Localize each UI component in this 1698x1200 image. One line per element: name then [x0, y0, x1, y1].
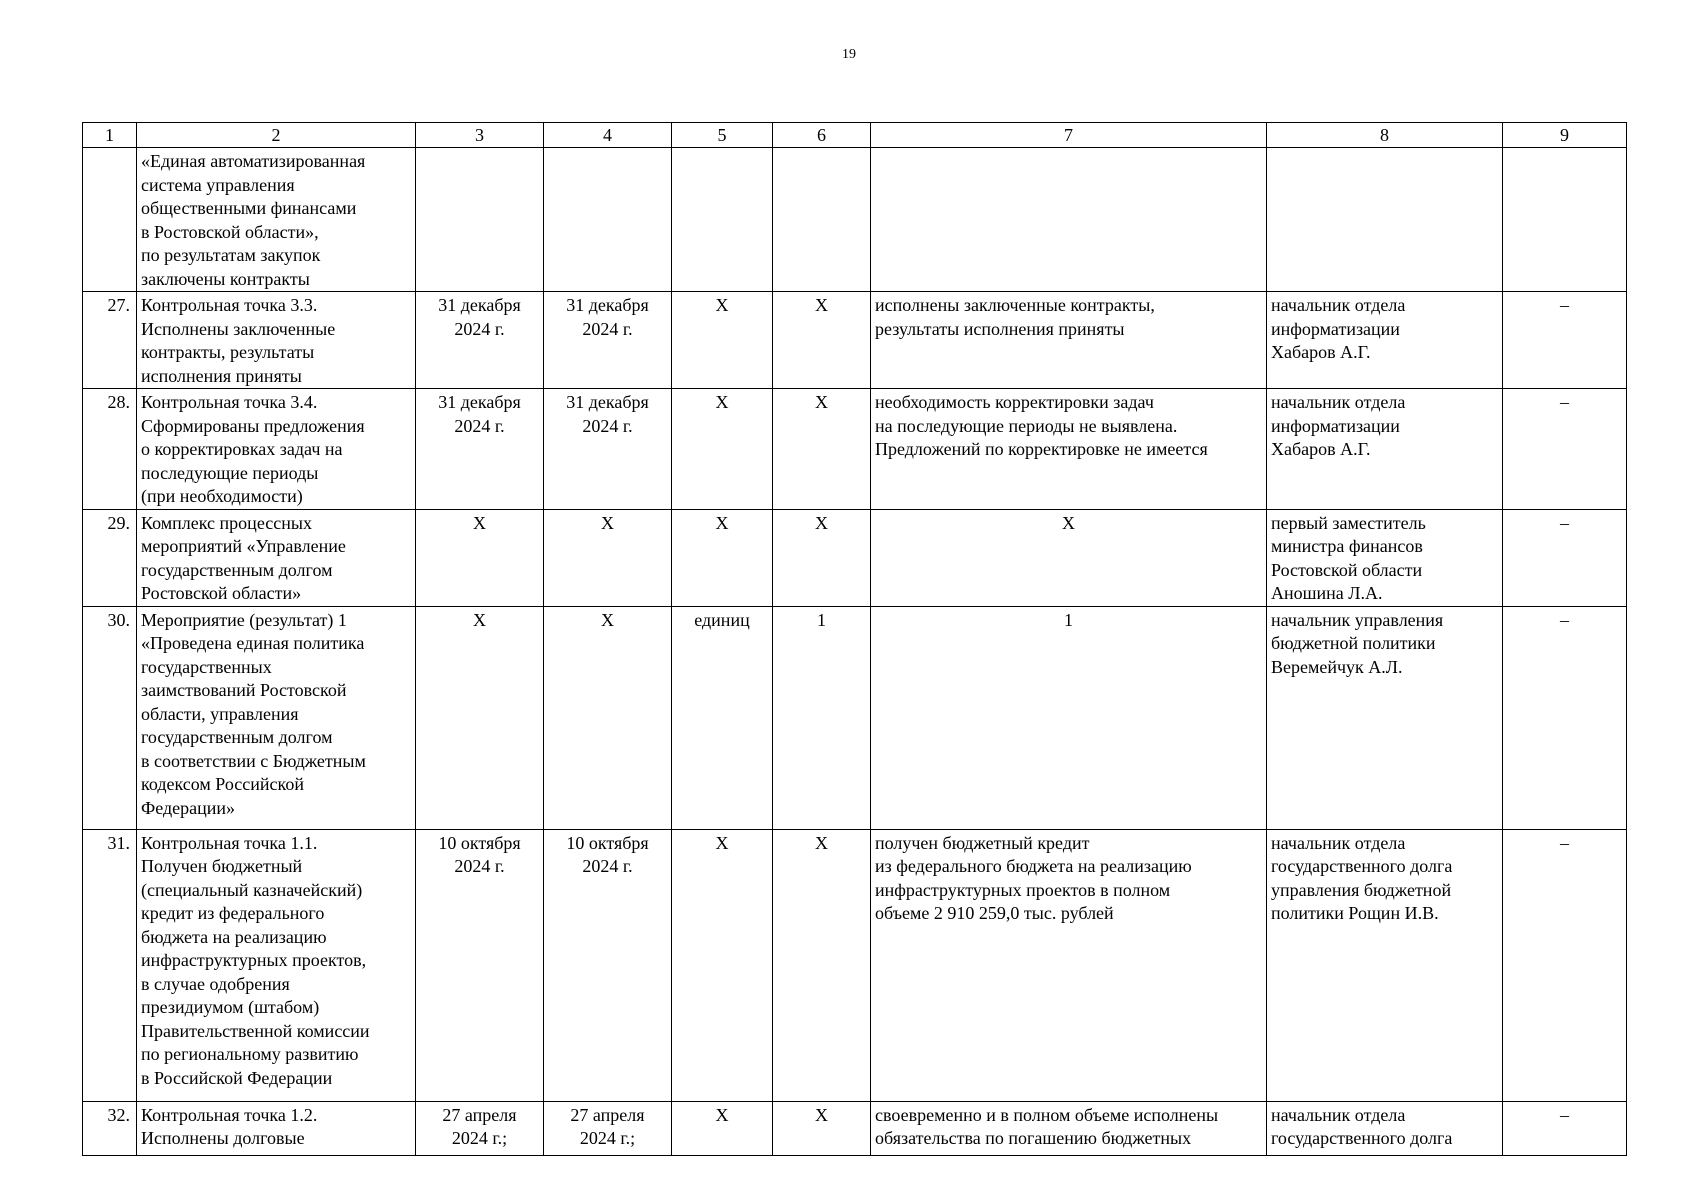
- table-row: [83, 148, 1627, 292]
- activity-name: Контрольная точка 3.3. Исполнены заключенные контракты, результаты исполнения приняты: [137, 292, 416, 389]
- execution-info: получен бюджетный кредит из федерального бюджета на реализацию инфраструктурных проектов в полном объеме 2 910 259,0 тыс. рублей: [871, 829, 1267, 1101]
- execution-info: своевременно и в полном объеме исполнены обязательства по погашению бюджетных: [871, 1101, 1267, 1155]
- unit: X: [672, 829, 773, 1101]
- column-number: 9: [1503, 123, 1627, 148]
- execution-info: [871, 148, 1267, 292]
- row-number: 27.: [83, 292, 137, 389]
- column-number: 6: [773, 123, 871, 148]
- value: [773, 148, 871, 292]
- actual-date: X: [544, 606, 672, 829]
- note: –: [1503, 606, 1627, 829]
- planned-date: 27 апреля 2024 г.;: [416, 1101, 544, 1155]
- table-row: [83, 1101, 1627, 1155]
- column-number: 5: [672, 123, 773, 148]
- column-number: 4: [544, 123, 672, 148]
- unit: X: [672, 389, 773, 510]
- table-row: [83, 509, 1627, 606]
- planned-date: X: [416, 606, 544, 829]
- row-number: 31.: [83, 829, 137, 1101]
- planned-date: 31 декабря 2024 г.: [416, 389, 544, 510]
- table-row: [83, 389, 1627, 510]
- note: –: [1503, 389, 1627, 510]
- column-number: 1: [83, 123, 137, 148]
- unit: X: [672, 292, 773, 389]
- row-number: 29.: [83, 509, 137, 606]
- row-number: 30.: [83, 606, 137, 829]
- table-row: [83, 829, 1627, 1101]
- value: X: [773, 1101, 871, 1155]
- activity-name: Контрольная точка 3.4. Сформированы предложения о корректировках задач на последующие периоды (при необходимости): [137, 389, 416, 510]
- activity-name: Мероприятие (результат) 1 «Проведена единая политика государственных заимствований Ростовской области, управления государственным долгом в соответствии с Бюджетным кодексом Российской Федерации»: [137, 606, 416, 829]
- planned-date: X: [416, 509, 544, 606]
- responsible-person: начальник отдела информатизации Хабаров А.Г.: [1267, 389, 1503, 510]
- unit: X: [672, 509, 773, 606]
- note: –: [1503, 509, 1627, 606]
- row-number: 32.: [83, 1101, 137, 1155]
- value: X: [773, 829, 871, 1101]
- column-number: 2: [137, 123, 416, 148]
- note: –: [1503, 829, 1627, 1101]
- column-number: 7: [871, 123, 1267, 148]
- planned-date: 10 октября 2024 г.: [416, 829, 544, 1101]
- planned-date: [416, 148, 544, 292]
- page-number: 19: [842, 47, 856, 62]
- table-row: [83, 606, 1627, 829]
- activity-name: Комплекс процессных мероприятий «Управление государственным долгом Ростовской области»: [137, 509, 416, 606]
- execution-info: 1: [871, 606, 1267, 829]
- actual-date: 10 октября 2024 г.: [544, 829, 672, 1101]
- responsible-person: начальник отдела государственного долга: [1267, 1101, 1503, 1155]
- row-number: 28.: [83, 389, 137, 510]
- actual-date: [544, 148, 672, 292]
- column-number: 3: [416, 123, 544, 148]
- column-number: 8: [1267, 123, 1503, 148]
- value: 1: [773, 606, 871, 829]
- column-number-row: [83, 123, 1627, 148]
- execution-info: X: [871, 509, 1267, 606]
- actual-date: 31 декабря 2024 г.: [544, 292, 672, 389]
- note: –: [1503, 292, 1627, 389]
- report-table: [82, 122, 1627, 1156]
- value: X: [773, 389, 871, 510]
- responsible-person: [1267, 148, 1503, 292]
- activity-name: Контрольная точка 1.2. Исполнены долговые: [137, 1101, 416, 1155]
- responsible-person: начальник управления бюджетной политики Веремейчук А.Л.: [1267, 606, 1503, 829]
- actual-date: 31 декабря 2024 г.: [544, 389, 672, 510]
- value: X: [773, 509, 871, 606]
- planned-date: 31 декабря 2024 г.: [416, 292, 544, 389]
- actual-date: X: [544, 509, 672, 606]
- activity-name: «Единая автоматизированная система управления общественными финансами в Ростовской области», по результатам закупок заключены контракты: [137, 148, 416, 292]
- responsible-person: первый заместитель министра финансов Ростовской области Аношина Л.А.: [1267, 509, 1503, 606]
- note: –: [1503, 1101, 1627, 1155]
- activity-name: Контрольная точка 1.1. Получен бюджетный (специальный казначейский) кредит из федерального бюджета на реализацию инфраструктурных проектов, в случае одобрения президиумом (штабом) Правительственной комиссии по региональному развитию в Российской Федерации: [137, 829, 416, 1101]
- unit: [672, 148, 773, 292]
- actual-date: 27 апреля 2024 г.;: [544, 1101, 672, 1155]
- responsible-person: начальник отдела государственного долга управления бюджетной политики Рощин И.В.: [1267, 829, 1503, 1101]
- execution-info: исполнены заключенные контракты, результаты исполнения приняты: [871, 292, 1267, 389]
- value: X: [773, 292, 871, 389]
- responsible-person: начальник отдела информатизации Хабаров А.Г.: [1267, 292, 1503, 389]
- table-row: [83, 292, 1627, 389]
- unit: X: [672, 1101, 773, 1155]
- execution-info: необходимость корректировки задач на последующие периоды не выявлена. Предложений по корректировке не имеется: [871, 389, 1267, 510]
- note: [1503, 148, 1627, 292]
- unit: единиц: [672, 606, 773, 829]
- row-number: [83, 148, 137, 292]
